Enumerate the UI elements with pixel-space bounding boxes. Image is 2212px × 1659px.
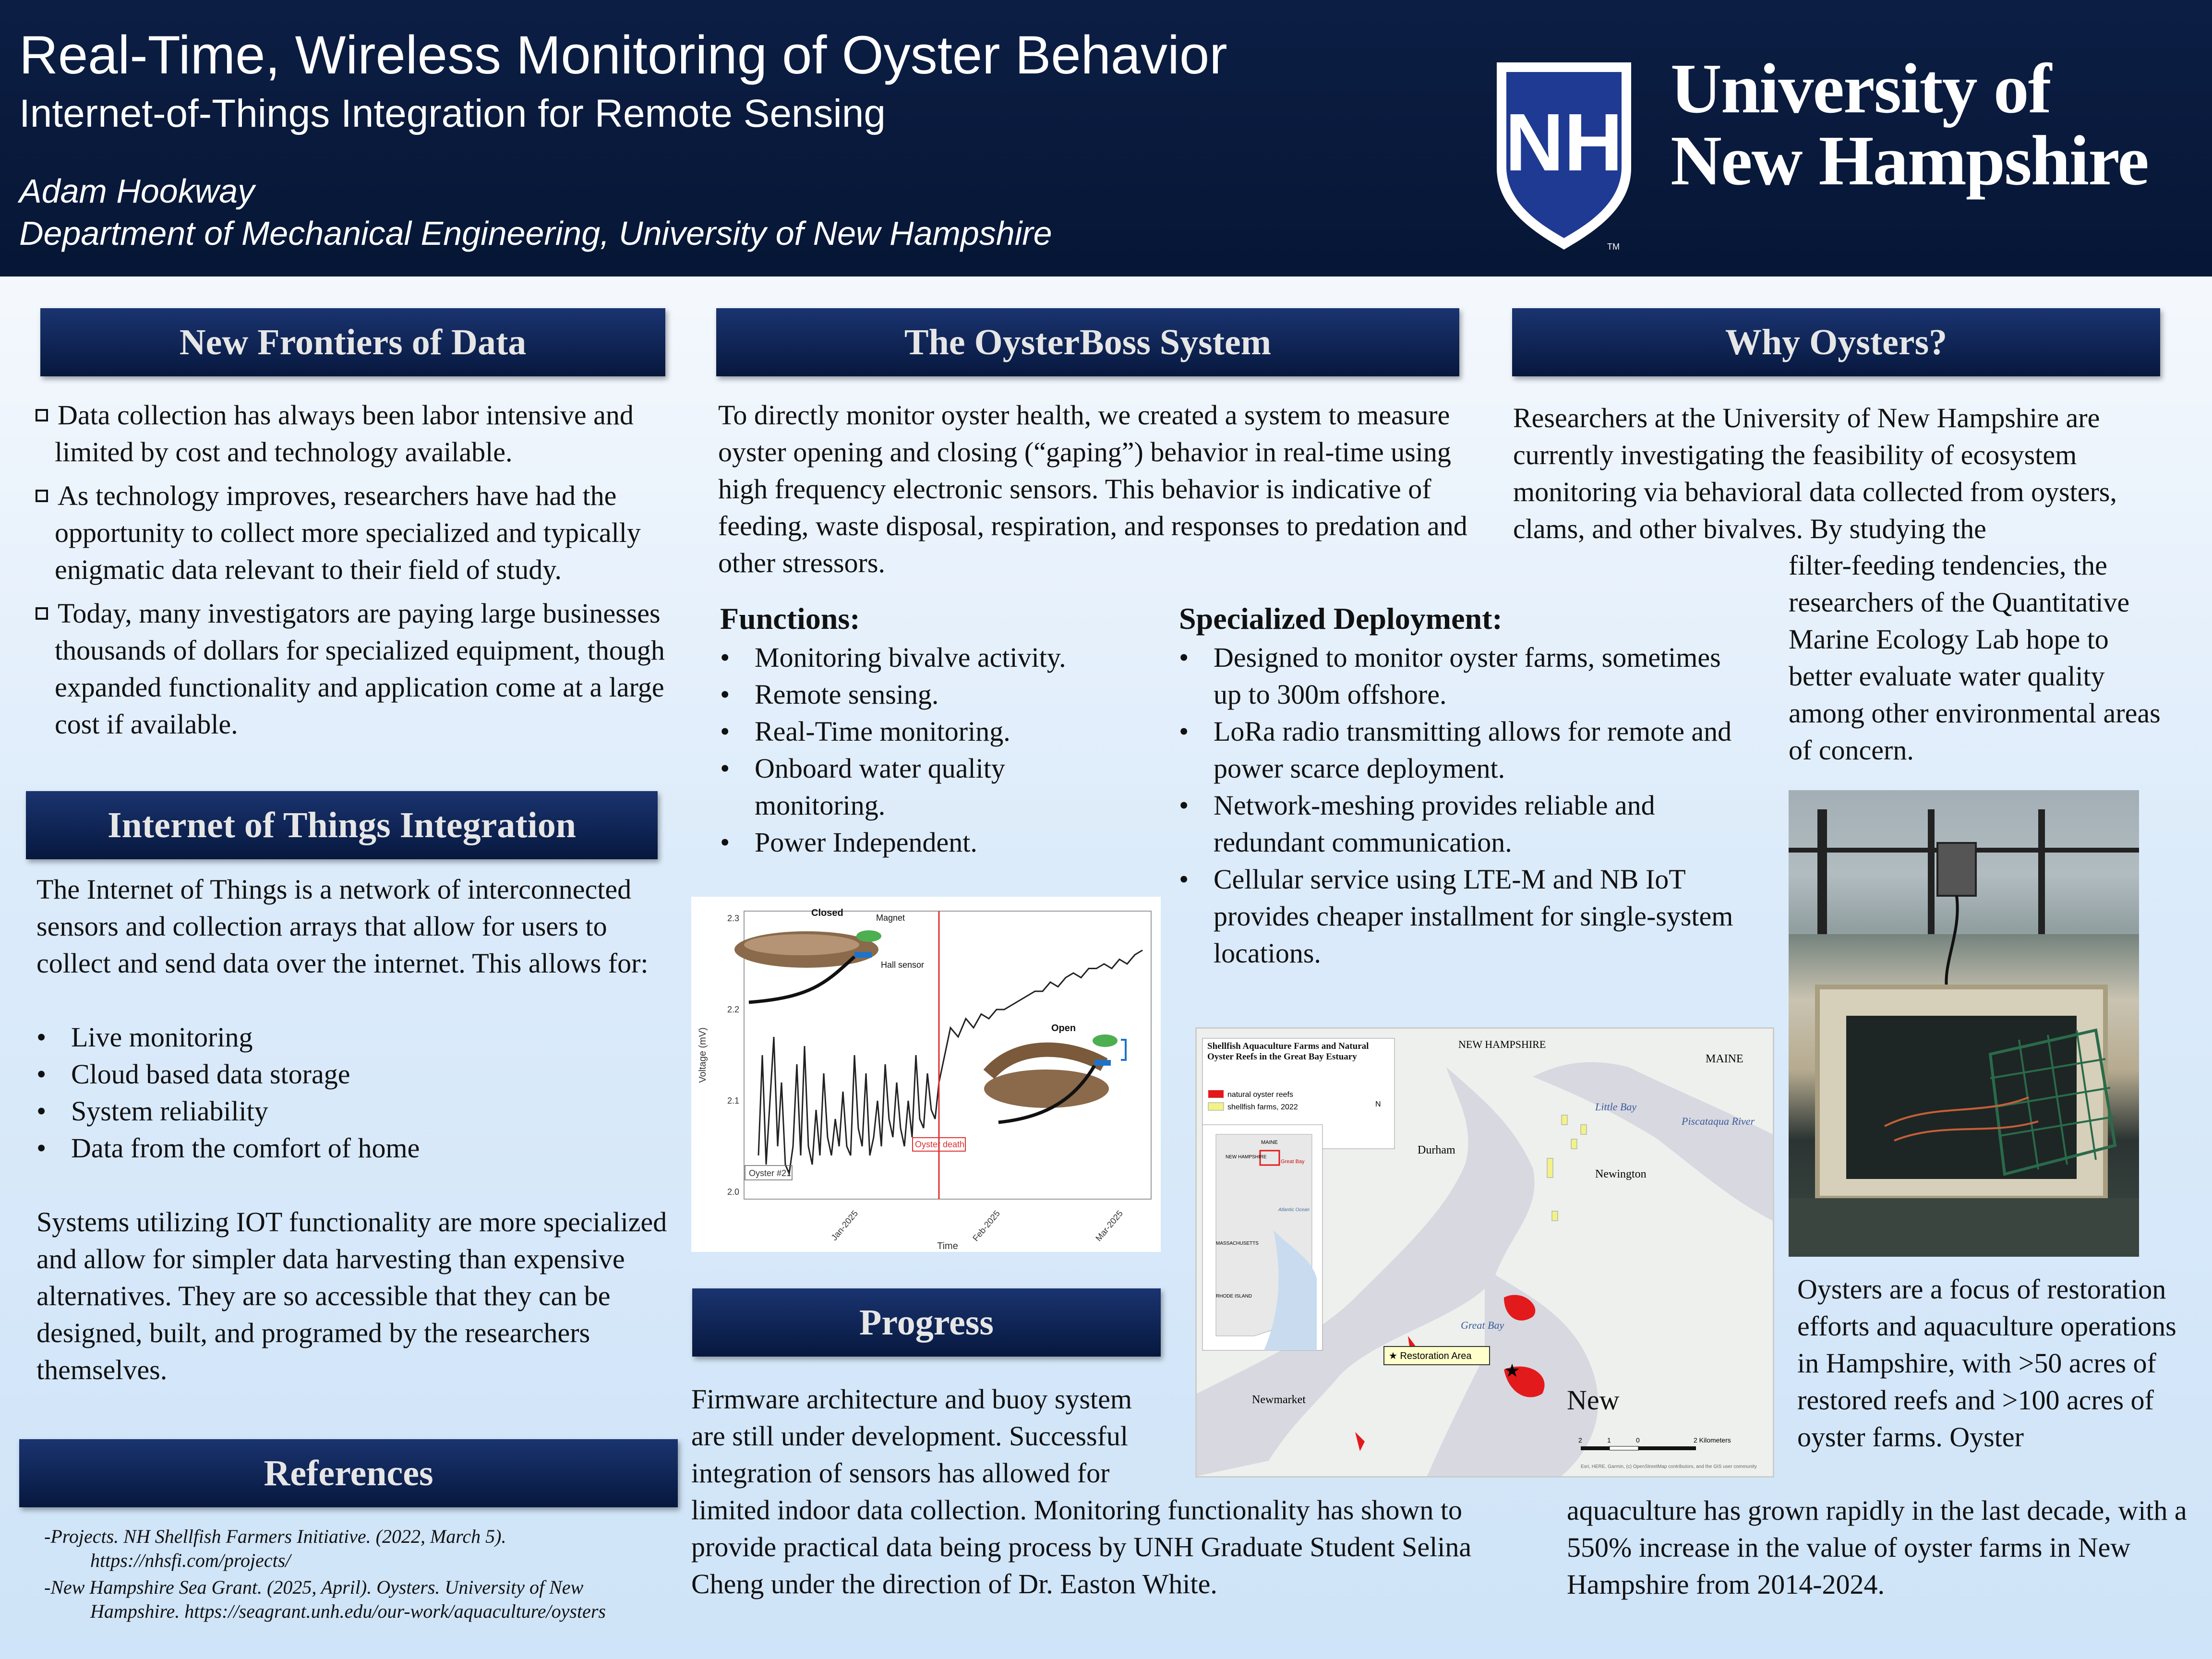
map-label-maine: MAINE xyxy=(1706,1053,1743,1065)
poster-title: Real-Time, Wireless Monitoring of Oyster Behavior xyxy=(19,25,1227,85)
unh-shield-logo xyxy=(1492,58,1636,254)
legend-reef-swatch xyxy=(1208,1090,1224,1098)
open-hall-sensor-icon xyxy=(1094,1060,1111,1066)
checkbox-bullet-icon xyxy=(36,490,48,502)
function-item: • Real-Time monitoring. xyxy=(720,713,1162,750)
map-label-nh: NEW HAMPSHIRE xyxy=(1458,1038,1546,1050)
map-overflow-word: New xyxy=(1567,1384,1620,1416)
checkbox-bullet-icon xyxy=(36,607,48,620)
deployment-block xyxy=(1179,600,1755,972)
map-label-newington: Newington xyxy=(1595,1168,1647,1180)
checkbox-bullet-icon xyxy=(36,409,48,421)
scale-tick: 1 xyxy=(1607,1436,1611,1444)
y-tick-label: 2.2 xyxy=(727,1005,739,1014)
deployment-item: • Cellular service using LTE-M and NB IoT provides cheaper installment for single-system locations. xyxy=(1179,861,1736,972)
oyster-tank-photo xyxy=(1789,790,2139,1257)
restoration-star-icon: ★ xyxy=(1504,1361,1521,1381)
hall-sensor-label: Hall sensor xyxy=(881,960,925,970)
logo-new-hampshire: New Hampshire xyxy=(1671,121,2148,200)
map-credit: Esri, HERE, Garmin, (c) OpenStreetMap contributors, and the GIS user community xyxy=(1581,1464,1757,1469)
progress-line: Firmware architecture and buoy system xyxy=(691,1383,1132,1415)
inset-label: NEW HAMPSHIRE xyxy=(1226,1154,1267,1160)
why-wide-text: Researchers at the University of New Hampshire are currently investigating the feasibility of ecosystem monitoring via behavioral data collected from oysters, clams, and other bivalves. By studying the xyxy=(1513,402,2117,544)
shellfish-farm xyxy=(1581,1125,1587,1134)
x-tick-label: Feb-2025 xyxy=(971,1208,1002,1243)
oysterboss-intro: To directly monitor oyster health, we created a system to measure oyster opening and closing (“gaping”) behavior in real-time using high frequency electronic sensors. This behavior is indicative of feeding, waste disposal, respiration, and responses to predation and other stressors. xyxy=(718,399,1467,578)
focus-wide-text: aquaculture has grown rapidly in the last decade, with a 550% increase in the value of oyster farms in New Hampshire from 2014-2024. xyxy=(1567,1495,2187,1600)
map-label-great-bay: Great Bay xyxy=(1461,1319,1504,1331)
iot-bullet: • System reliability xyxy=(36,1093,670,1130)
y-tick-label: 2.1 xyxy=(727,1096,739,1106)
shellfish-farm xyxy=(1552,1211,1558,1221)
iot-heading: Internet of Things Integration xyxy=(26,791,658,859)
frontiers-bullet: Today, many investigators are paying large businesses thousands of dollars for specialized equipment, though expanded functionality and application come at a large cost if available. xyxy=(27,595,675,743)
author-department: Department of Mechanical Engineering, University of New Hampshire xyxy=(19,215,1052,252)
map-label-newmarket: Newmarket xyxy=(1252,1394,1306,1406)
functions-heading: Functions: xyxy=(720,601,860,636)
open-label: Open xyxy=(1051,1023,1076,1034)
frontiers-heading: New Frontiers of Data xyxy=(40,308,665,376)
x-tick-label: Jan-2025 xyxy=(829,1208,860,1243)
scale-tick: 2 Kilometers xyxy=(1694,1436,1731,1444)
function-item: • Power Independent. xyxy=(720,824,1162,861)
voltage-chart xyxy=(691,897,1161,1252)
reference-item: -Projects. NH Shellfish Farmers Initiative. (2022, March 5). https://nhsfi.com/projects/ xyxy=(44,1525,678,1573)
why-narrow-text: filter-feeding tendencies, the researchers of the Quantitative Marine Ecology Lab hope to better evaluate water quality among other environmental areas of concern. xyxy=(1789,550,2161,766)
event-label: Oyster death xyxy=(915,1140,965,1149)
series-label: Oyster #21 xyxy=(749,1168,792,1178)
functions-block xyxy=(720,600,1162,861)
inset-label: RHODE ISLAND xyxy=(1216,1294,1252,1299)
y-tick-label: 2.3 xyxy=(727,914,739,923)
progress-narrow xyxy=(691,1381,1171,1491)
frontiers-bullet: As technology improves, researchers have had the opportunity to collect more specialized and typically enigmatic data relevant to their field of study. xyxy=(27,477,675,588)
restoration-area-label: ★ Restoration Area xyxy=(1389,1351,1472,1361)
legend-farm-swatch xyxy=(1208,1103,1224,1110)
map-legend-title: Shellfish Aquaculture Farms and Natural Oyster Reefs in the Great Bay Estuary xyxy=(1207,1041,1369,1062)
function-item: • Remote sensing. xyxy=(720,676,1162,713)
references-heading: References xyxy=(19,1439,678,1507)
poster-subtitle: Internet-of-Things Integration for Remote Sensing xyxy=(19,92,886,135)
progress-heading: Progress xyxy=(692,1288,1161,1357)
inset-label: Great Bay xyxy=(1281,1159,1305,1165)
progress-wide: limited indoor data collection. Monitoring functionality has shown to provide practical data being process by UNH Graduate Student Selina Cheng under the direction of Dr. Easton White. xyxy=(691,1494,1472,1599)
scale-tick: 2 xyxy=(1578,1436,1582,1444)
iot-bullet: • Cloud based data storage xyxy=(36,1056,670,1093)
legend-farm-label: shellfish farms, 2022 xyxy=(1227,1103,1298,1111)
shellfish-farm xyxy=(1562,1115,1567,1125)
inset-label: MAINE xyxy=(1261,1140,1278,1145)
voltage-chart-panel xyxy=(691,897,1161,1252)
estuary-map xyxy=(1195,1027,1774,1478)
deployment-item: • Designed to monitor oyster farms, sometimes up to 300m offshore. xyxy=(1179,639,1736,713)
hall-sensor-icon xyxy=(854,952,872,958)
deployment-heading: Specialized Deployment: xyxy=(1179,601,1503,636)
shellfish-farm xyxy=(1547,1158,1553,1178)
frontiers-bullet: Data collection has always been labor intensive and limited by cost and technology available. xyxy=(27,397,675,470)
progress-line: integration of sensors has allowed for xyxy=(691,1457,1110,1489)
x-tick-label: Mar-2025 xyxy=(1094,1208,1125,1243)
iot-intro: The Internet of Things is a network of interconnected sensors and collection arrays that allow for users to collect and send data over the internet. This allows for: xyxy=(36,874,649,979)
why-oysters-heading: Why Oysters? xyxy=(1512,308,2160,376)
reference-item: -New Hampshire Sea Grant. (2025, April). Oysters. University of New Hampshire. https://seagrant.unh.edu/our-work/aquaculture/oysters xyxy=(44,1575,678,1623)
y-tick-label: 2.0 xyxy=(727,1187,739,1197)
closed-label: Closed xyxy=(811,908,843,918)
reference-link[interactable]: Hampshire. https://seagrant.unh.edu/our-work/aquaculture/oysters xyxy=(90,1600,606,1622)
iot-bullet: • Data from the comfort of home xyxy=(36,1130,670,1166)
deployment-item: • LoRa radio transmitting allows for remote and power scarce deployment. xyxy=(1179,713,1736,787)
frontiers-body xyxy=(27,397,675,749)
function-item: • Onboard water quality monitoring. xyxy=(720,750,1023,824)
map-label-piscataqua: Piscataqua River xyxy=(1682,1115,1755,1127)
iot-closing: Systems utilizing IOT functionality are more specialized and allow for simpler data harvesting than expensive alternatives. They are so accessible that they can be designed, built, and programed by the researchers themselves. xyxy=(36,1206,667,1385)
north-arrow-icon: N xyxy=(1375,1100,1381,1108)
logo-trademark: TM xyxy=(1607,242,1620,252)
logo-monogram: NH xyxy=(1505,97,1623,188)
y-axis-label: Voltage (mV) xyxy=(697,1027,708,1083)
oysterboss-heading: The OysterBoss System xyxy=(716,308,1459,376)
progress-line: are still under development. Successful xyxy=(691,1420,1129,1452)
reference-link[interactable]: https://nhsfi.com/projects/ xyxy=(90,1550,291,1571)
map-label-durham: Durham xyxy=(1418,1144,1455,1156)
scale-tick: 0 xyxy=(1636,1436,1640,1444)
focus-narrow-text: Oysters are a focus of restoration efforts and aquaculture operations in Hampshire, with >50 acres of restored reefs and >100 acres of oyster farms. Oyster xyxy=(1797,1274,2176,1453)
open-magnet-icon xyxy=(1093,1034,1118,1047)
legend-reef-label: natural oyster reefs xyxy=(1227,1091,1293,1099)
author-name: Adam Hookway xyxy=(19,172,255,210)
x-axis-label: Time xyxy=(937,1241,958,1251)
inset-label: Atlantic Ocean xyxy=(1278,1207,1310,1213)
magnet-label: Magnet xyxy=(876,913,905,923)
inset-label: MASSACHUSETTS xyxy=(1216,1241,1259,1246)
map-label-little-bay: Little Bay xyxy=(1595,1101,1637,1113)
logo-university-of: University of xyxy=(1671,49,2051,128)
magnet-icon xyxy=(856,930,881,942)
iot-body xyxy=(36,871,670,1388)
shellfish-farm xyxy=(1571,1139,1577,1149)
iot-bullet: • Live monitoring xyxy=(36,1019,670,1056)
references-list xyxy=(44,1525,678,1623)
function-item: • Monitoring bivalve activity. xyxy=(720,639,1162,676)
deployment-item: • Network-meshing provides reliable and redundant communication. xyxy=(1179,787,1736,861)
